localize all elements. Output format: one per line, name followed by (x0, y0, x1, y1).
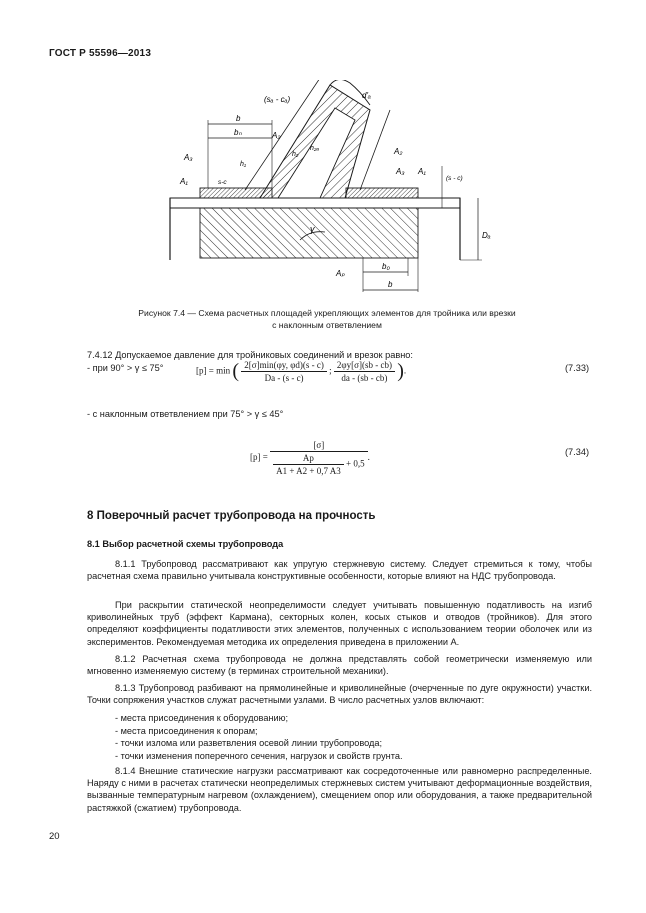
tee-reinforcement-drawing (160, 80, 500, 300)
label-d-a-outer: Dₐ (482, 231, 491, 240)
equation-7-34: [p] = [σ] $\frac{Ap}{A1 + A2 + 0,7 A3}$ + 0,5 . (250, 440, 370, 476)
page-number: 20 (49, 831, 60, 842)
list-item: - места присоединения к оборудованию; (115, 713, 289, 723)
equation-7-33: [p] = min ( $\frac{2[\sigma]\min(\varphi y, \varphi d)(s - c)}{Da - (s - c)}$ ; $\frac{2\varphi y[\sigma](sb - cb)}{da - (sb - cb)}$ ). (196, 360, 407, 383)
label-a1-left: A₁ (180, 177, 188, 186)
label-a2-left: A₂ (272, 131, 281, 140)
label-b-bottom: b (388, 280, 393, 289)
label-a1-right: A₁ (418, 167, 426, 176)
label-d-a: d'ₐ (362, 91, 371, 100)
paragraph-8-1-3: 8.1.3 Трубопровод разбивают на прямолинейные и криволинейные (очерченные по дуге окружности) участки. Точки сопряжения участков служат расчетными узлами. В число расчетных узлов включают: (87, 683, 592, 706)
list-item: - места присоединения к опорам; (115, 726, 258, 736)
case-2-condition: - с наклонным ответвлением при 75° > γ ≤ 45° (87, 409, 284, 419)
section-8-1-title: 8.1 Выбор расчетной схемы трубопровода (87, 539, 284, 549)
eq33-lhs: [p] = min (196, 365, 231, 376)
label-b: b (236, 114, 241, 123)
label-h1: h₁ (240, 161, 247, 168)
label-a2-right: A₂ (394, 147, 403, 156)
label-top-dim: (sₐ - cₐ) (264, 95, 291, 104)
figure-caption (92, 307, 562, 331)
eq34-fraction: [σ] $\frac{Ap}{A1 + A2 + 0,7 A3}$ + 0,5 (270, 440, 368, 476)
paragraph-8-1-1: 8.1.1 Трубопровод рассматривают как упругую стержневую систему. Следует стремиться к тому, чтобы расчетная схема правильно учитывала конструктивные особенности, которые влияют на НДС трубопровода. (87, 559, 592, 582)
paragraph-8-1-4: 8.1.4 Внешние статические нагрузки рассматривают как сосредоточенные или равномерно распределенные. Наряду с ними в расчетах статически неопределимых стержневых систем учитывают деформационные воздействия, вызванные температурным нагревом (охлаждением), смещением опор или оборудования, а также предварительной растяжкой (сжатием) трубопровода. (87, 766, 592, 813)
label-b-o: b₀ (382, 262, 390, 271)
eq33-fraction-2: $\frac{2\varphi y[\sigma](sb - cb)}{da - (sb - cb)}$ (334, 360, 395, 383)
paragraph-8-1-2: 8.1.2 Расчетная схема трубопровода не должна представлять собой геометрически изменяемую или мгновенно изменяемую систему (в терминах строительной механики). (87, 654, 592, 677)
paragraph-8-1-1-cont: При раскрытии статической неопределимости следует учитывать повышенную податливость на изгиб криволинейных труб (эффект Кармана), секторных колен, косых стыков и отводов (тройников). Для этого определяют коэффициенты податливости этих элементов, полученных с использованием теории оболочек или из экспериментов. Рекомендуемая методика их определения приведена в приложении А. (87, 600, 592, 647)
list-item: - точки изменения поперечного сечения, нагрузок и свойств грунта. (115, 751, 403, 761)
section-8-title: 8 Поверочный расчет трубопровода на прочность (87, 510, 376, 522)
caption-line-2: с наклонным ответвлением (272, 320, 382, 330)
label-a3-right: A₃ (396, 167, 405, 176)
label-h2: h₂ (292, 151, 299, 158)
label-gamma: γ (310, 224, 315, 234)
label-s-c-right: (s - c) (446, 175, 463, 182)
label-a-p: Aₚ (336, 269, 345, 278)
label-b-n: bₙ (234, 128, 242, 137)
clause-7-4-12-intro: 7.4.12 Допускаемое давление для тройниковых соединений и врезок равно: (87, 350, 413, 360)
caption-line-1: Рисунок 7.4 — Схема расчетных площадей укрепляющих элементов для тройника или врезки (138, 308, 516, 318)
equation-number-7-34: (7.34) (565, 447, 590, 457)
label-s-c-left: s-c (218, 179, 227, 186)
label-a3-left: A₃ (184, 153, 193, 162)
standard-header: ГОСТ Р 55596—2013 (49, 48, 152, 59)
equation-number-7-33: (7.33) (565, 363, 590, 373)
eq33-fraction-1: $\frac{2[\sigma]\min(\varphi y, \varphi d)(s - c)}{Da - (s - c)}$ (241, 360, 327, 383)
label-hb2: h₂ₐ (310, 145, 320, 152)
list-item: - точки излома или разветвления осевой линии трубопровода; (115, 738, 383, 748)
eq34-lhs: [p] = (250, 452, 268, 463)
case-1-condition: - при 90° > γ ≤ 75° (87, 363, 164, 373)
